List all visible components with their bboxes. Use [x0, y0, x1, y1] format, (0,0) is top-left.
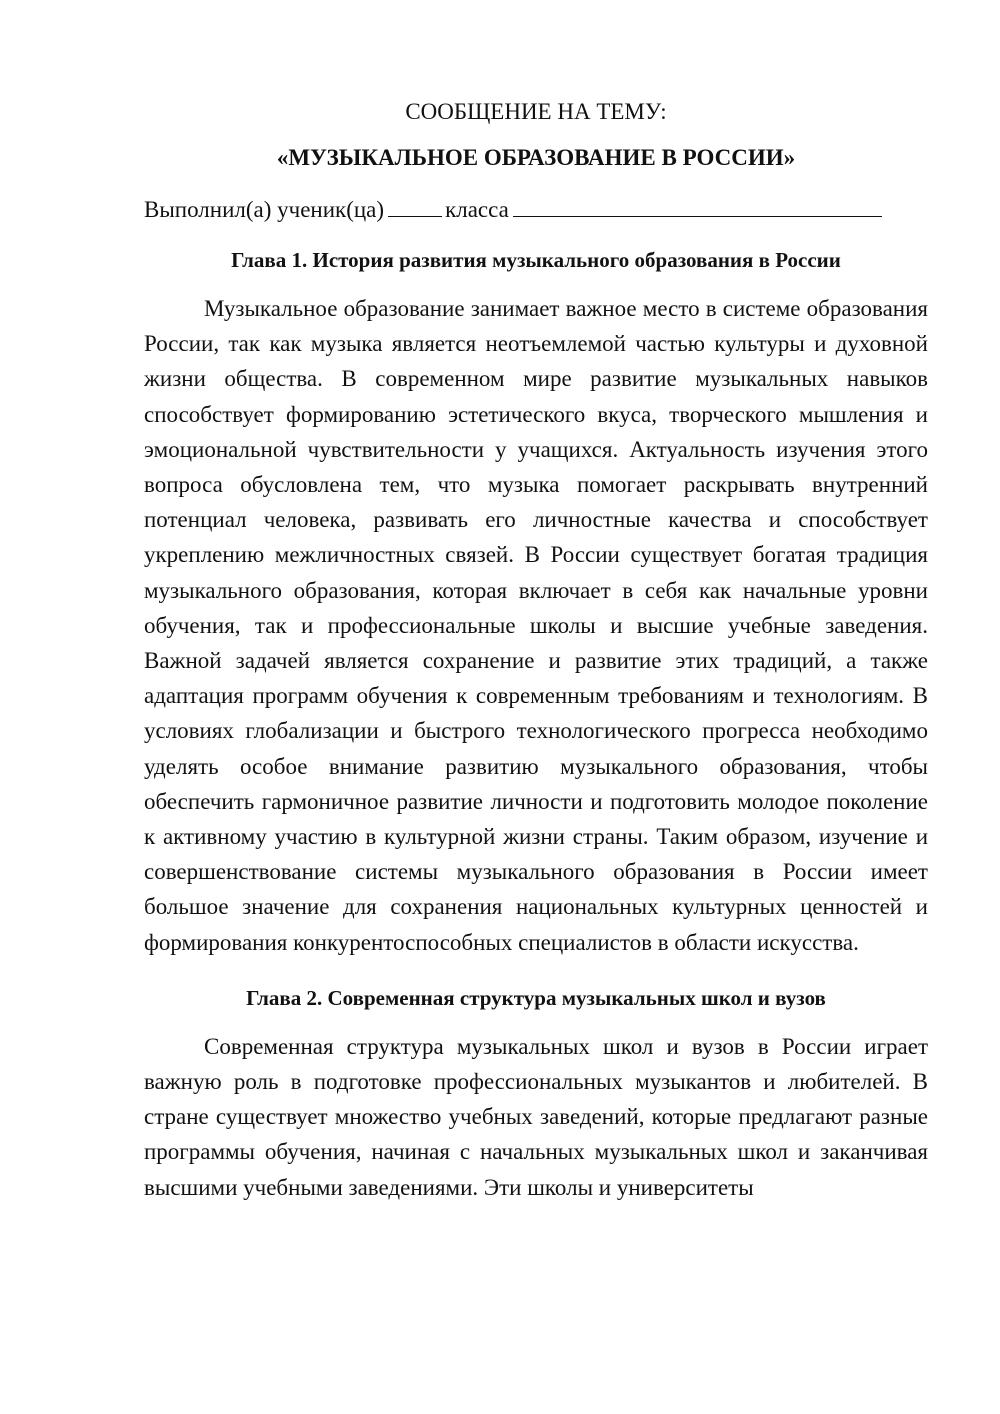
- document-page: [144, 94, 928, 1205]
- document-topic-title: «МУЗЫКАЛЬНОЕ ОБРАЗОВАНИЕ В РОССИИ»: [276, 145, 796, 170]
- document-heading: СООБЩЕНИЕ НА ТЕМУ:: [405, 99, 667, 124]
- author-line: [144, 192, 928, 227]
- chapter-2-title: Глава 2. Современная структура музыкальных школ и вузов: [246, 985, 826, 1010]
- author-class-word: класса: [445, 197, 509, 222]
- grade-blank: [388, 194, 442, 217]
- chapter-2-text: Современная структура музыкальных школ и вузов в России играет важную роль в подготовке профессиональных музыкантов и любителей. В стране существует множество учебных заведений, которые предлагают разные программы обучения, начиная с начальных музыкальных школ и заканчивая высшими учебными заведениями. Эти школы и университеты: [144, 1033, 928, 1200]
- chapter-1-text: Музыкальное образование занимает важное место в системе образования России, так как музыка является неотъемлемой частью культуры и духовной жизни общества. В современном мире развитие музыкальных навыков способствует формированию эстетического вкуса, творческого мышления и эмоциональной чувствительности у учащихся. Актуальность изучения этого вопроса обусловлена тем, что музыка помогает раскрывать внутренний потенциал человека, развивать его личностные качества и способствует укреплению межличностных связей. В России существует богатая традиция музыкального образования, которая включает в себя как начальные уровни обучения, так и профессиональные школы и высшие учебные заведения. Важной задачей является сохранение и развитие этих традиций, а также адаптация программ обучения к современным требованиям и технологиям. В условиях глобализации и быстрого технологического прогресса необходимо уделять особое внимание развитию музыкального образования, чтобы обеспечить гармоничное развитие личности и подготовить молодое поколение к активному участию в культурной жизни страны. Таким образом, изучение и совершенствование системы музыкального образования в России имеет большое значение для сохранения национальных культурных ценностей и формирования конкурентоспособных специалистов в области искусства.: [144, 296, 928, 955]
- author-prefix: Выполнил(а) ученик(ца): [144, 197, 385, 222]
- chapter-1-title: Глава 1. История развития музыкального образования в России: [231, 248, 841, 272]
- name-blank: [513, 194, 882, 217]
